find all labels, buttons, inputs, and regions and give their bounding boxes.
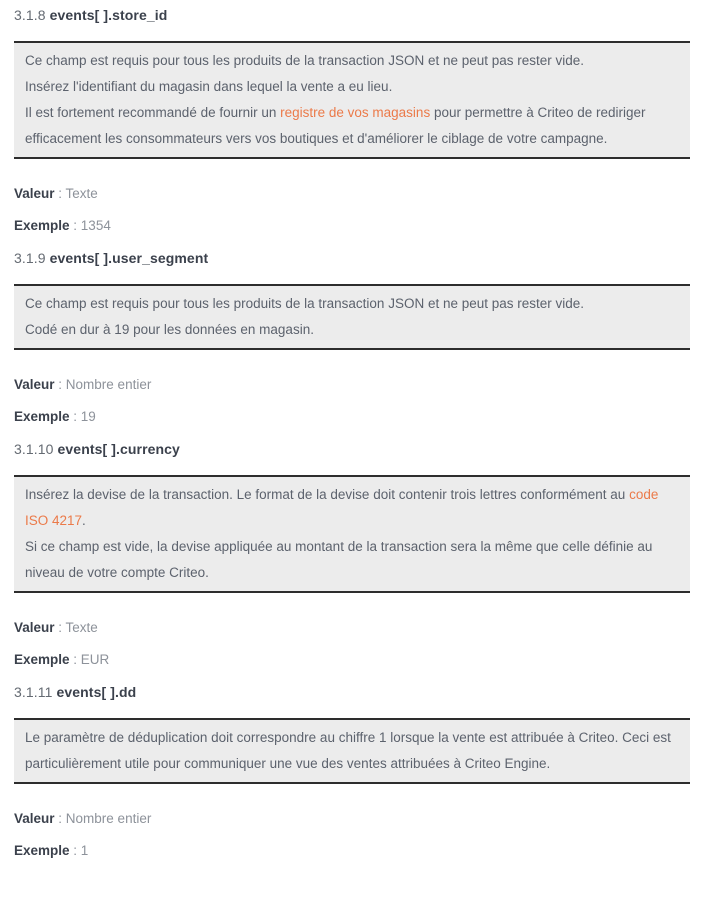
note-paragraph <box>25 725 679 777</box>
separator: : <box>54 620 66 635</box>
example-label: Exemple <box>14 218 70 233</box>
section-number: 3.1.8 <box>14 7 46 23</box>
note-box <box>14 475 690 593</box>
note-text: pour permettre à Criteo de rediriger efficacement les consommateurs vers vos boutiques et d'améliorer le ciblage de votre campagne. <box>25 105 646 146</box>
field-name: events[ ].dd <box>56 684 137 700</box>
value-label: Valeur <box>14 811 55 826</box>
inline-link[interactable]: code ISO 4217 <box>25 487 659 528</box>
section-heading <box>14 685 690 700</box>
note-text: Il est fortement recommandé de fournir un <box>25 105 281 120</box>
note-paragraph <box>25 48 679 74</box>
note-text: Insérez l'identifiant du magasin dans lequel la vente a eu lieu. <box>25 79 393 94</box>
value-text: Nombre entier <box>65 811 152 826</box>
inline-link[interactable]: registre de vos magasins <box>280 105 431 120</box>
note-text: Ce champ est requis pour tous les produits de la transaction JSON et ne peut pas rester vide. <box>25 53 585 68</box>
section-heading <box>14 8 690 23</box>
value-text: Nombre entier <box>65 377 152 392</box>
value-label: Valeur <box>14 377 55 392</box>
value-line <box>14 812 690 826</box>
section-number: 3.1.9 <box>14 250 46 266</box>
note-paragraph <box>25 291 679 317</box>
example-line <box>14 410 690 424</box>
separator: : <box>69 409 81 424</box>
note-box <box>14 284 690 350</box>
field-name: events[ ].store_id <box>49 7 168 23</box>
note-paragraph <box>25 534 679 586</box>
example-text: 19 <box>80 409 96 424</box>
value-line <box>14 378 690 392</box>
note-text: Ce champ est requis pour tous les produits de la transaction JSON et ne peut pas rester vide. <box>25 296 585 311</box>
section-number: 3.1.10 <box>14 441 54 457</box>
note-paragraph <box>25 74 679 100</box>
example-label: Exemple <box>14 843 70 858</box>
section-dd <box>14 685 690 858</box>
value-label: Valeur <box>14 186 55 201</box>
value-line <box>14 187 690 201</box>
note-paragraph <box>25 317 679 343</box>
separator: : <box>69 218 81 233</box>
value-label: Valeur <box>14 620 55 635</box>
note-box <box>14 718 690 784</box>
note-text: Si ce champ est vide, la devise appliquée au montant de la transaction sera la même que celle définie au niveau de votre compte Criteo. <box>25 539 653 580</box>
section-heading <box>14 251 690 266</box>
example-line <box>14 219 690 233</box>
example-line <box>14 844 690 858</box>
example-text: 1354 <box>80 218 111 233</box>
separator: : <box>69 652 81 667</box>
example-text: 1 <box>80 843 89 858</box>
note-paragraph <box>25 482 679 534</box>
separator: : <box>54 186 66 201</box>
field-name: events[ ].currency <box>57 441 180 457</box>
note-text: Codé en dur à 19 pour les données en magasin. <box>25 322 314 337</box>
note-text: Insérez la devise de la transaction. Le format de la devise doit contenir trois lettres conformément au <box>25 487 630 502</box>
section-store-id <box>14 8 690 233</box>
section-user-segment <box>14 251 690 424</box>
note-paragraph <box>25 100 679 152</box>
section-currency <box>14 442 690 667</box>
separator: : <box>54 377 66 392</box>
field-name: events[ ].user_segment <box>49 250 209 266</box>
example-text: EUR <box>80 652 110 667</box>
value-text: Texte <box>65 620 98 635</box>
note-text: . <box>82 513 86 528</box>
note-text: Le paramètre de déduplication doit correspondre au chiffre 1 lorsque la vente est attribuée à Criteo. Ceci est particulièrement utile pour communiquer une vue des ventes attribuées à Criteo Engine. <box>25 730 671 771</box>
example-label: Exemple <box>14 652 70 667</box>
example-label: Exemple <box>14 409 70 424</box>
section-number: 3.1.11 <box>14 684 53 700</box>
separator: : <box>69 843 81 858</box>
example-line <box>14 653 690 667</box>
value-text: Texte <box>65 186 98 201</box>
section-heading <box>14 442 690 457</box>
value-line <box>14 621 690 635</box>
separator: : <box>54 811 66 826</box>
note-box <box>14 41 690 159</box>
